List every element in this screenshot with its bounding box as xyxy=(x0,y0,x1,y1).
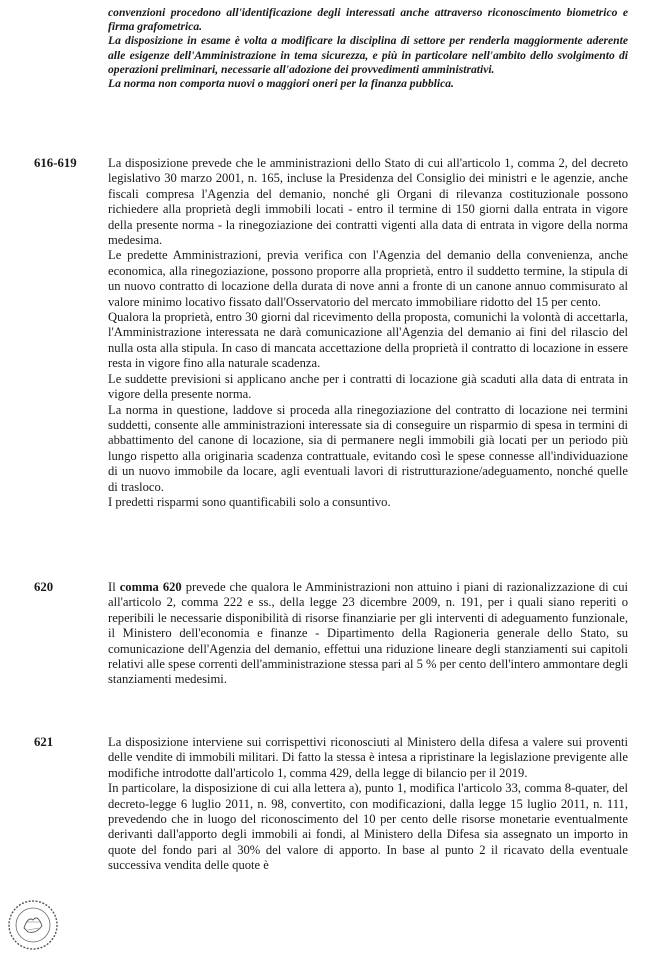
intro-paragraph: convenzioni procedono all'identificazione degli interessati anche attraverso riconoscimento biometrico e firma grafometrica. xyxy=(108,6,628,34)
intro-paragraph: La disposizione in esame è volta a modificare la disciplina di settore per renderla maggiormente aderente alle esigenze dell'Amministrazione in tema sicurezza, e più in particolare nell'ambito dello svolgimento di operazioni preliminari, necessarie all'adozione dei provvedimenti amministrativi. xyxy=(108,34,628,76)
section-paragraph: La disposizione interviene sui corrispettivi riconosciuti al Ministero della difesa a valere sui proventi delle vendite di immobili militari. Di fatto la stessa è intesa a ripristinare la legislazione previgente alle modifiche introdotte dall'articolo 1, comma 429, della legge di bilancio per il 2019. xyxy=(108,735,628,780)
section-paragraph: Qualora la proprietà, entro 30 giorni dal ricevimento della proposta, comunichi la volontà di accettarla, l'Amministrazione interessata ne darà comunicazione all'Agenzia del demanio ai fini del rilascio del nulla osta alla stipula. In caso di mancata accettazione della proprietà il contratto di locazione in essere resta in vigore fino alla naturale scadenza. xyxy=(108,310,628,371)
paragraph-lead: Il xyxy=(108,580,120,594)
section-paragraph: Le predette Amministrazioni, previa verifica con l'Agenzia del demanio della convenienza, anche economica, alla rinegoziazione, possono proporre alla proprietà, entro il suddetto termine, la stipula di un nuovo contratto di locazione della durata di nove anni a fronte di un canone annuo commisurato al valore minimo locativo fissato dall'Osservatorio del mercato immobiliare ridotto del 15 per cento. xyxy=(108,248,628,309)
section-paragraph: La disposizione prevede che le amministrazioni dello Stato di cui all'articolo 1, comma 2, del decreto legislativo 30 marzo 2001, n. 165, incluse la Presidenza del Consiglio dei ministri e le agenzie, anche fiscali compresa l'Agenzia del demanio, nonché gli Organi di rilevanza costituzionale possono richiedere alla proprietà degli immobili locati - entro il termine di 150 giorni dalla entrata in vigore della presente norma - la rinegoziazione dei contratti vigenti alla data di entrata in vigore della norma medesima. xyxy=(108,156,628,248)
intro-paragraph: La norma non comporta nuovi o maggiori oneri per la finanza pubblica. xyxy=(108,77,454,91)
paragraph-text: prevede che qualora le Amministrazioni non attuino i piani di razionalizzazione di cui all'articolo 2, comma 222 e ss., della legge 23 dicembre 2009, n. 191, per i quali siano reperiti o reperibili le necessarie disponibilità di risorse finanziarie per gli interventi di adeguamento funzionale, il Ministero dell'economia e finanze - Dipartimento della Ragioneria generale dello Stato, su comunicazione dell'Agenzia del demanio, effettui una riduzione lineare degli stanziamenti sui capitoli relativi alle spese correnti dell'amministrazione stessa pari al 5 % per cento dell'intero ammontare degli stanziamenti medesimi. xyxy=(108,580,628,687)
section-number: 616-619 xyxy=(34,156,77,170)
section-paragraph xyxy=(108,580,628,688)
section-body xyxy=(108,580,628,688)
section-number: 621 xyxy=(34,735,54,749)
section-paragraph: I predetti risparmi sono quantificabili solo a consuntivo. xyxy=(108,494,391,509)
section-body xyxy=(108,735,628,874)
comma-reference: comma 620 xyxy=(119,580,182,594)
official-seal-stamp-icon xyxy=(6,898,60,952)
section-number: 620 xyxy=(34,580,54,594)
section-paragraph: La norma in questione, laddove si proceda alla rinegoziazione del contratto di locazione nei termini suddetti, consente alle amministrazioni interessate sia di conseguire un risparmio di spesa in termini di abbattimento del canone di locazione, sia di permanere negli immobili già locati per un periodo più lungo rispetto alla originaria scadenza contrattuale, evitando così le spese connesse all'individuazione di un nuovo immobile da locare, agli eventuali lavori di ristrutturazione/adeguamento, nonché quelle di trasloco. xyxy=(108,402,628,494)
intro-block xyxy=(108,6,628,91)
section-paragraph: Le suddette previsioni si applicano anche per i contratti di locazione già scaduti alla data di entrata in vigore della presente norma. xyxy=(108,371,628,402)
section-body xyxy=(108,156,628,510)
section-paragraph: In particolare, la disposizione di cui alla lettera a), punto 1, modifica l'articolo 33, comma 8-quater, del decreto-legge 6 luglio 2011, n. 98, convertito, con modificazioni, dalla legge 15 luglio 2011, n. 111, prevedendo che in luogo del riconoscimento del 10 per cento delle risorse monetarie eventualmente derivanti dall'apporto degli immobili ai fondi, al Ministero della Difesa sia assegnato un importo in quote del fondo pari al 30% del valore di apporto. In base al punto 2 il ricavato della eventuale successiva vendita delle quote è xyxy=(108,781,628,873)
